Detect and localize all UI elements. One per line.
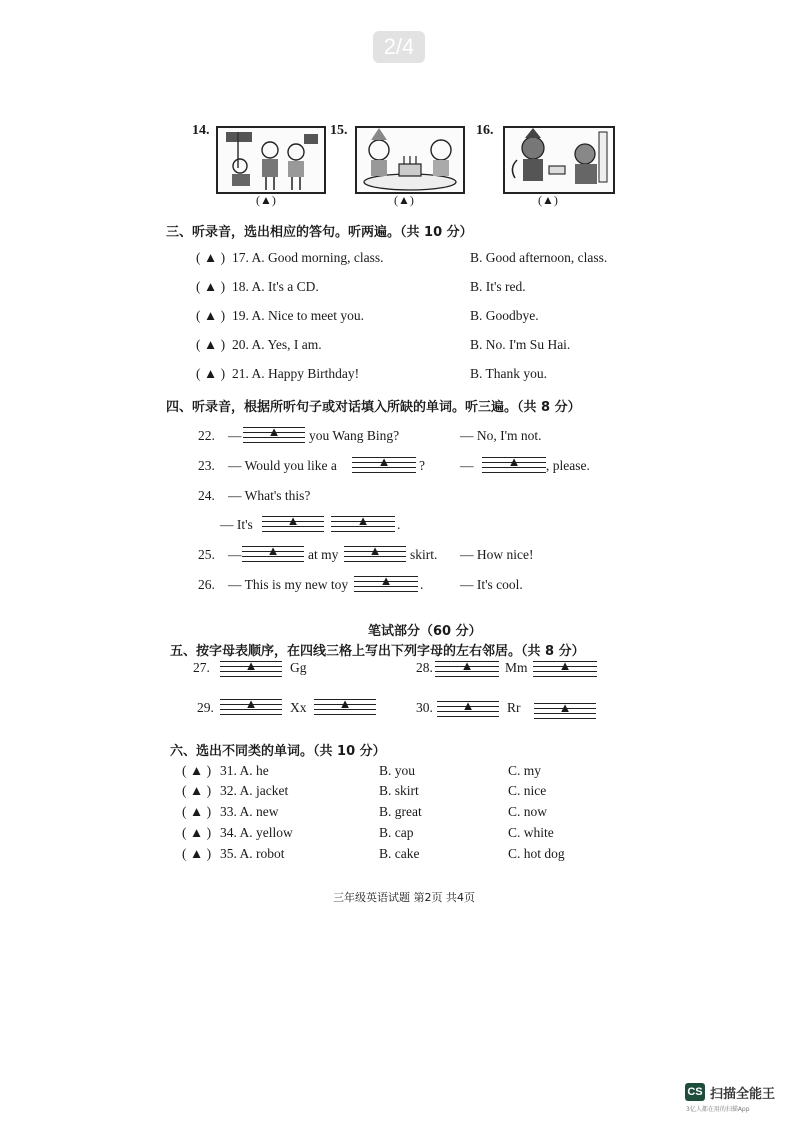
q28-letter: Mm [505,660,528,675]
section-6-heading: 六、选出不同类的单词。（共 10 分） [170,744,386,759]
q23-writing-slot-1[interactable] [352,454,416,474]
q34-option-a[interactable]: 34. A. yellow [220,825,293,840]
q25-dash: — [228,547,242,562]
q33-option-a[interactable]: 33. A. new [220,804,279,819]
picture-16-image [503,126,615,194]
q32-option-c[interactable]: C. nice [508,783,547,798]
q30-right-neighbor-slot[interactable] [534,700,596,720]
q29-right-blank-mark: ▲ [338,696,352,711]
q25-writing-slot-2[interactable] [344,543,406,563]
q23-number: 23. [198,458,215,473]
section-4-heading: 四、听录音，根据所听句子或对话填入所缺的单词。听三遍。（共 8 分） [166,400,581,415]
q28-right-blank-mark: ▲ [558,658,572,673]
picture-16-answer-blank[interactable]: (▲) [538,193,558,207]
q35-option-c[interactable]: C. hot dog [508,846,565,861]
q25-number: 25. [198,547,215,562]
q34-option-b[interactable]: B. cap [379,825,414,840]
q27-letter: Gg [290,660,307,675]
q30-left-neighbor-slot[interactable] [437,698,499,718]
q33-option-b[interactable]: B. great [379,804,422,819]
q22-dash: — [228,428,242,443]
q31-answer-blank[interactable]: ( ▲ ) [182,763,212,778]
q25-blank-mark-1: ▲ [266,543,280,558]
picture-16-number: 16. [476,123,494,138]
q18-answer-blank[interactable]: ( ▲ ) [196,279,226,294]
q32-answer-blank[interactable]: ( ▲ ) [182,783,212,798]
q25-blank-mark-2: ▲ [368,543,382,558]
q26-blank-mark: ▲ [379,573,393,588]
picture-15-image [355,126,465,194]
q23-question-mark: ? [419,458,425,473]
q23-blank-mark-1: ▲ [377,454,391,469]
q27-left-blank-mark: ▲ [244,658,258,673]
q29-left-blank-mark: ▲ [244,696,258,711]
section-5-heading: 五、按字母表顺序，在四线三格上写出下列字母的左右邻居。（共 8 分） [170,644,585,659]
camscanner-name: 扫描全能王 [710,1087,776,1102]
q35-answer-blank[interactable]: ( ▲ ) [182,846,212,861]
q25-reply: — How nice! [460,547,534,562]
q24-blank-mark-2: ▲ [356,513,370,528]
q26-number: 26. [198,577,215,592]
q24-blank-mark-1: ▲ [286,513,300,528]
q23-reply: , please. [546,458,590,473]
q22-text: you Wang Bing? [309,428,400,443]
q22-reply: — No, I'm not. [460,428,542,443]
page-footer: 三年级英语试题 第2页 共4页 [333,891,475,904]
q18-option-b[interactable]: B. It's red. [470,279,526,294]
q30-letter: Rr [507,700,521,715]
picture-14-number: 14. [192,123,210,138]
q29-letter: Xx [290,700,307,715]
q33-option-c[interactable]: C. now [508,804,548,819]
q24-writing-slot-1[interactable] [262,513,324,533]
camscanner-tagline: 3亿人都在用的扫描App [686,1106,750,1113]
picture-15-answer-blank[interactable]: (▲) [394,193,414,207]
q24-number: 24. [198,488,215,503]
q34-option-c[interactable]: C. white [508,825,554,840]
q22-writing-slot[interactable] [243,424,305,444]
q25-end-text: skirt. [410,547,438,562]
section-3-heading: 三、听录音，选出相应的答句。听两遍。（共 10 分） [166,225,473,240]
q29-number: 29. [197,700,214,715]
q31-option-a[interactable]: 31. A. he [220,763,269,778]
q32-option-b[interactable]: B. skirt [379,783,419,798]
q35-option-a[interactable]: 35. A. robot [220,846,285,861]
q24-question: — What's this? [228,488,311,503]
q28-right-neighbor-slot[interactable] [533,658,597,678]
q23-text: — Would you like a [228,458,337,473]
q23-dash: — [460,458,474,473]
q21-option-b[interactable]: B. Thank you. [470,366,547,381]
q24-period: . [397,517,401,532]
q31-option-b[interactable]: B. you [379,763,416,778]
q26-period: . [420,577,424,592]
q25-mid-text: at my [308,547,339,562]
picture-14-image [216,126,326,194]
picture-14-answer-blank[interactable]: (▲) [256,193,276,207]
q23-writing-slot-2[interactable] [482,454,546,474]
q17-option-a[interactable]: 17. A. Good morning, class. [232,250,384,265]
q23-blank-mark-2: ▲ [507,454,521,469]
picture-15-number: 15. [330,123,348,138]
q19-option-a[interactable]: 19. A. Nice to meet you. [232,308,364,323]
q32-option-a[interactable]: 32. A. jacket [220,783,289,798]
q27-number: 27. [193,660,210,675]
q22-number: 22. [198,428,215,443]
page-indicator[interactable]: 2/4 [373,31,425,63]
q28-left-neighbor-slot[interactable] [435,658,499,678]
camscanner-logo: CS [685,1083,705,1101]
q28-left-blank-mark: ▲ [460,658,474,673]
q26-reply: — It's cool. [460,577,523,592]
q21-answer-blank[interactable]: ( ▲ ) [196,366,226,381]
q29-left-neighbor-slot[interactable] [220,696,282,716]
q20-answer-blank[interactable]: ( ▲ ) [196,337,226,352]
q18-option-a[interactable]: 18. A. It's a CD. [232,279,319,294]
q19-option-b[interactable]: B. Goodbye. [470,308,539,323]
q30-left-blank-mark: ▲ [461,698,475,713]
q30-number: 30. [416,700,433,715]
q21-option-a[interactable]: 21. A. Happy Birthday! [232,366,360,381]
q29-right-neighbor-slot[interactable] [314,696,376,716]
q27-left-neighbor-slot[interactable] [220,658,282,678]
q26-text: — This is my new toy [228,577,349,592]
q24-answer-lead: — It's [220,517,253,532]
q31-option-c[interactable]: C. my [508,763,542,778]
q22-blank-mark: ▲ [267,424,281,439]
q25-writing-slot-1[interactable] [242,543,304,563]
q34-answer-blank[interactable]: ( ▲ ) [182,825,212,840]
q33-answer-blank[interactable]: ( ▲ ) [182,804,212,819]
q26-writing-slot[interactable] [354,573,418,593]
q35-option-b[interactable]: B. cake [379,846,420,861]
q19-answer-blank[interactable]: ( ▲ ) [196,308,226,323]
written-part-title: 笔试部分（60 分） [368,624,482,639]
q30-right-blank-mark: ▲ [558,700,572,715]
q24-writing-slot-2[interactable] [331,513,395,533]
q20-option-a[interactable]: 20. A. Yes, I am. [232,337,322,352]
q20-option-b[interactable]: B. No. I'm Su Hai. [470,337,571,352]
q17-option-b[interactable]: B. Good afternoon, class. [470,250,608,265]
q28-number: 28. [416,660,433,675]
q17-answer-blank[interactable]: ( ▲ ) [196,250,226,265]
